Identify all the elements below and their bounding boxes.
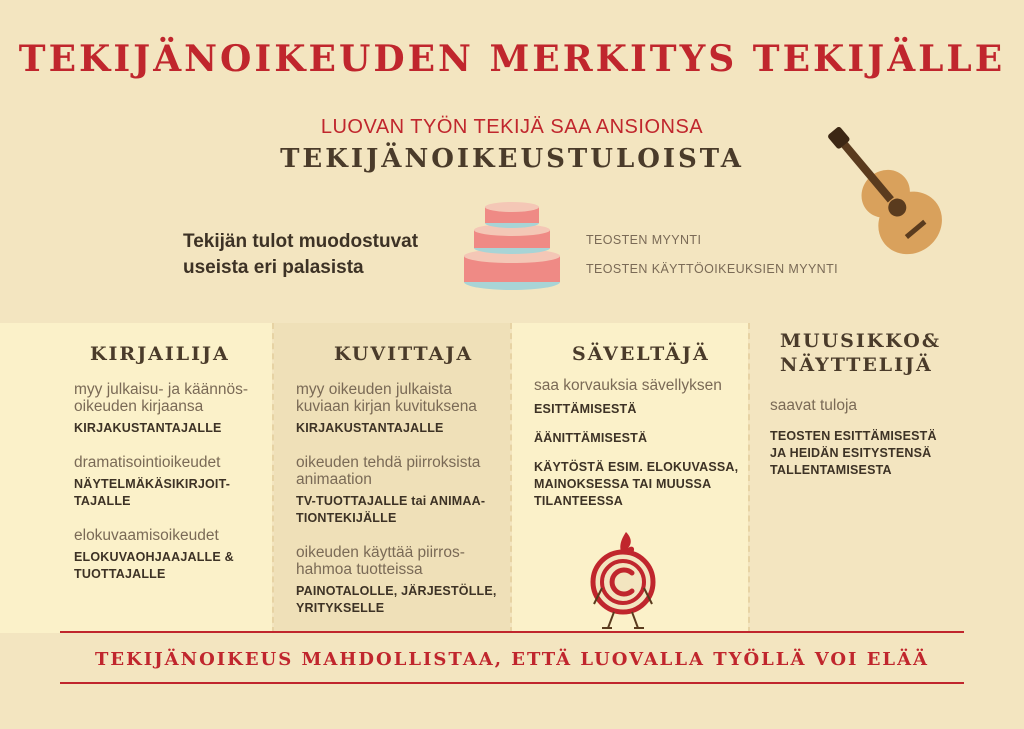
saveltaja-item: ÄÄNITTÄMISESTÄ bbox=[534, 431, 648, 445]
intro-line-1: Tekijän tulot muodostuvat bbox=[183, 231, 419, 252]
kuvittaja-recipient: PAINOTALOLLE, JÄRJESTÖLLE, bbox=[296, 584, 497, 598]
kuvittaja-recipient: KIRJAKUSTANTAJALLE bbox=[296, 421, 444, 435]
muusikko-blocks bbox=[770, 397, 1010, 479]
kuvittaja-recipient: TIONTEKIJÄLLE bbox=[296, 511, 397, 525]
cake-icon bbox=[458, 198, 566, 294]
kuvittaja-text: animaation bbox=[296, 471, 372, 488]
kirjailija-text: myy julkaisu- ja käännös- bbox=[74, 381, 249, 398]
kirjailija-recipient: NÄYTELMÄKÄSIKIRJOIT- bbox=[74, 477, 231, 491]
kirjailija-text: dramatisointioikeudet bbox=[74, 454, 221, 471]
saveltaja-item: MAINOKSESSA TAI MUUSSA bbox=[534, 477, 712, 491]
saveltaja-item: ESITTÄMISESTÄ bbox=[534, 402, 637, 416]
column-heading-kuvittaja: KUVITTAJA bbox=[334, 343, 474, 365]
kirjailija-blocks bbox=[74, 381, 270, 583]
kirjailija-recipient: TAJALLE bbox=[74, 494, 131, 508]
intro-text bbox=[183, 229, 443, 281]
column-muusikko bbox=[750, 323, 1024, 633]
copyright-mascot-icon bbox=[588, 530, 658, 634]
column-heading-line: MUUSIKKO& bbox=[780, 330, 942, 352]
column-kirjailija bbox=[0, 323, 272, 633]
kuvittaja-text: oikeuden tehdä piirroksista bbox=[296, 454, 481, 471]
muusikko-text: saavat tuloja bbox=[770, 397, 858, 414]
kirjailija-recipient: TUOTTAJALLE bbox=[74, 567, 166, 581]
subtitle-big: TEKIJÄNOIKEUSTULOISTA bbox=[280, 144, 744, 174]
kirjailija-recipient: ELOKUVAOHJAAJALLE & bbox=[74, 550, 234, 564]
saveltaja-item: KÄYTÖSTÄ ESIM. ELOKUVASSA, bbox=[534, 460, 739, 474]
kirjailija-text: oikeuden kirjaansa bbox=[74, 398, 204, 415]
kuvittaja-text: myy oikeuden julkaista bbox=[296, 381, 452, 398]
subtitle: LUOVAN TYÖN TEKIJÄ SAA ANSIONSA bbox=[320, 116, 704, 138]
muusikko-item: TALLENTAMISESTA bbox=[770, 463, 892, 477]
muusikko-item: JA HEIDÄN ESITYSTENSÄ bbox=[770, 446, 932, 460]
column-heading-kirjailija: KIRJAILIJA bbox=[90, 343, 230, 365]
main-title: TEKIJÄNOIKEUDEN MERKITYS TEKIJÄLLE bbox=[18, 38, 1006, 80]
income-source-licensing: TEOSTEN KÄYTTÖOIKEUKSIEN MYYNTI bbox=[586, 262, 839, 276]
footer-rule-bottom bbox=[60, 682, 964, 684]
column-heading-line: NÄYTTELIJÄ bbox=[780, 354, 933, 376]
column-heading-muusikko bbox=[780, 329, 941, 377]
saveltaja-item: TILANTEESSA bbox=[534, 494, 624, 508]
saveltaja-blocks bbox=[534, 377, 746, 510]
kuvittaja-blocks bbox=[296, 381, 508, 617]
footer-rule-top bbox=[60, 631, 964, 633]
column-kuvittaja bbox=[274, 323, 510, 633]
kirjailija-text: elokuvaamisoikeudet bbox=[74, 527, 219, 544]
kirjailija-recipient: KIRJAKUSTANTAJALLE bbox=[74, 421, 222, 435]
kuvittaja-text: kuviaan kirjan kuvituksena bbox=[296, 398, 477, 415]
kuvittaja-text: oikeuden käyttää piirros- bbox=[296, 544, 465, 561]
kuvittaja-recipient: YRITYKSELLE bbox=[296, 601, 385, 615]
footer-text: TEKIJÄNOIKEUS MAHDOLLISTAA, ETTÄ LUOVALLA TYÖLLÄ VOI ELÄÄ bbox=[94, 649, 930, 670]
muusikko-item: TEOSTEN ESITTÄMISESTÄ bbox=[770, 429, 937, 443]
column-heading-saveltaja: SÄVELTÄJÄ bbox=[572, 343, 710, 365]
saveltaja-text: saa korvauksia sävellyksen bbox=[534, 377, 722, 394]
income-source-sales: TEOSTEN MYYNTI bbox=[586, 233, 702, 247]
intro-line-2: useista eri palasista bbox=[183, 257, 364, 278]
kuvittaja-text: hahmoa tuotteissa bbox=[296, 561, 423, 578]
kuvittaja-recipient: TV-TUOTTAJALLE tai ANIMAA- bbox=[296, 494, 486, 508]
guitar-icon bbox=[806, 106, 956, 262]
